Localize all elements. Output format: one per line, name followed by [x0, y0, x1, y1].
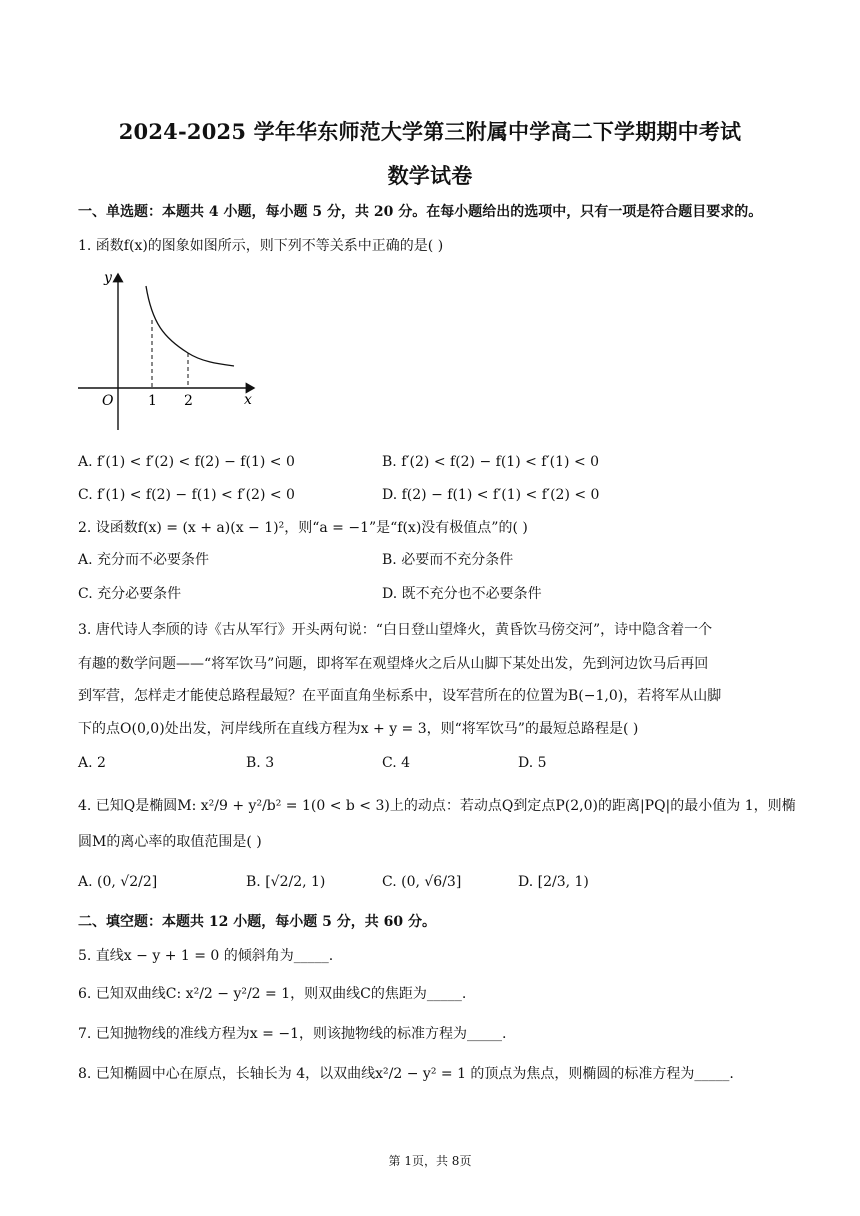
q8-stem: 8. 已知椭圆中心在原点，长轴长为 4，以双曲线x²/2 − y² = 1 的顶点为焦点，则椭圆的标准方程为_____.: [78, 1066, 734, 1082]
origin-label: O: [102, 393, 114, 409]
q3-option-c[interactable]: C. 4: [382, 755, 411, 771]
q3-line-4: 下的点O(0,0)处出发，河岸线所在直线方程为x + y = 3，则“将军饮马”的最短总路程是( ): [78, 721, 639, 737]
q4-line-1: 4. 已知Q是椭圆M: x²/9 + y²/b² = 1(0 < b < 3)上的动点：若动点Q到定点P(2,0)的距离|PQ|的最小值为 1，则椭: [78, 798, 796, 814]
q2-option-c[interactable]: C. 充分必要条件: [78, 586, 182, 602]
q3-line-2: 有趣的数学问题——“将军饮马”问题，即将军在观望烽火之后从山脚下某处出发，先到河边饮马后再回: [78, 656, 709, 672]
q3-line-3: 到军营，怎样走才能使总路程最短？在平面直角坐标系中，设军营所在的位置为B(−1,0)，若将军从山脚: [78, 688, 722, 704]
q1-option-a[interactable]: A. f′(1) < f′(2) < f(2) − f(1) < 0: [78, 454, 295, 470]
q3-option-b[interactable]: B. 3: [246, 755, 275, 771]
q2-stem: 2. 设函数f(x) = (x + a)(x − 1)²，则“a = −1”是“f(x)没有极值点”的( ): [78, 520, 528, 536]
q1-option-c[interactable]: C. f′(1) < f(2) − f(1) < f′(2) < 0: [78, 487, 295, 503]
section1-header: 一、单选题：本题共 4 小题，每小题 5 分，共 20 分。在每小题给出的选项中，只有一项是符合题目要求的。: [78, 204, 763, 220]
tick-label-1: 1: [148, 393, 157, 409]
q2-option-a[interactable]: A. 充分而不必要条件: [78, 552, 210, 568]
exam-subtitle: 数学试卷: [387, 163, 473, 188]
page-footer: 第 1页，共 8页: [388, 1154, 472, 1168]
exam-title: 2024-2025 学年华东师范大学第三附属中学高二下学期期中考试: [118, 119, 742, 144]
q4-option-d[interactable]: D. [2/3, 1): [518, 874, 589, 890]
q1-option-b[interactable]: B. f′(2) < f(2) − f(1) < f′(1) < 0: [382, 454, 600, 470]
section2-header: 二、填空题：本题共 12 小题，每小题 5 分，共 60 分。: [78, 914, 436, 930]
q4-option-a[interactable]: A. (0, √2/2]: [78, 874, 158, 890]
q3-line-1: 3. 唐代诗人李颀的诗《古从军行》开头两句说：“白日登山望烽火，黄昏饮马傍交河”，诗中隐含着一个: [78, 622, 713, 638]
tick-label-2: 2: [184, 393, 193, 409]
x-axis-label: x: [244, 392, 252, 408]
q4-line-2: 圆M的离心率的取值范围是( ): [78, 834, 262, 850]
q1-stem: 1. 函数f(x)的图象如图所示，则下列不等关系中正确的是( ): [78, 238, 444, 254]
q1-function-graph: [74, 268, 264, 438]
q3-option-d[interactable]: D. 5: [518, 755, 547, 771]
q5-stem: 5. 直线x − y + 1 = 0 的倾斜角为_____.: [78, 948, 334, 964]
q2-option-d[interactable]: D. 既不充分也不必要条件: [382, 586, 542, 602]
q6-stem: 6. 已知双曲线C: x²/2 − y²/2 = 1，则双曲线C的焦距为_____.: [78, 986, 467, 1002]
q4-option-c[interactable]: C. (0, √6/3]: [382, 874, 462, 890]
q4-option-b[interactable]: B. [√2/2, 1): [246, 874, 326, 890]
q2-option-b[interactable]: B. 必要而不充分条件: [382, 552, 514, 568]
q7-stem: 7. 已知抛物线的准线方程为x = −1，则该抛物线的标准方程为_____.: [78, 1026, 507, 1042]
q3-option-a[interactable]: A. 2: [78, 755, 106, 771]
q1-option-d[interactable]: D. f(2) − f(1) < f′(1) < f′(2) < 0: [382, 487, 600, 503]
function-curve: [146, 286, 234, 366]
y-axis-label: y: [104, 270, 112, 286]
